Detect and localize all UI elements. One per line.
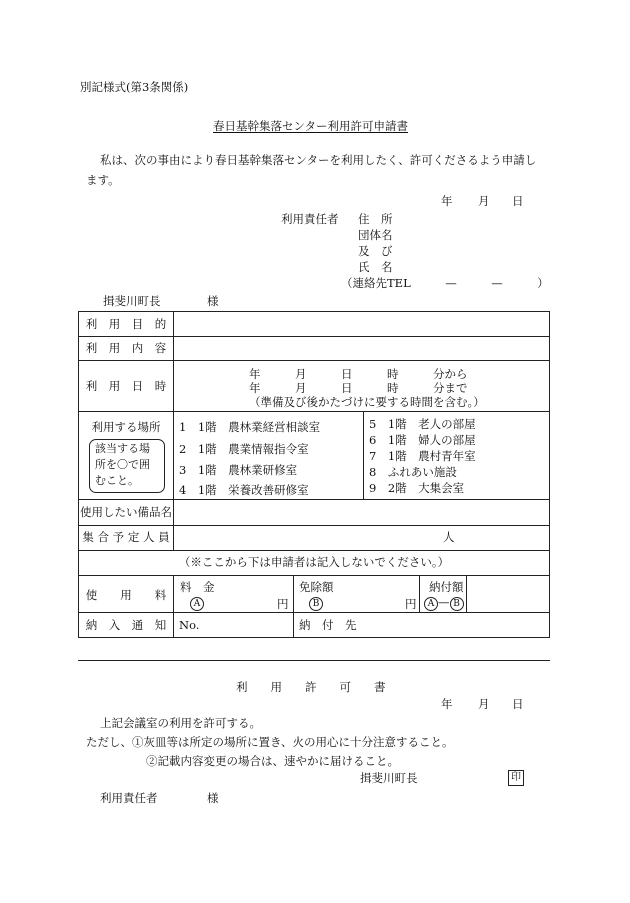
and-label: 及 び — [358, 244, 393, 258]
fee-payment-mark-b: B — [450, 597, 464, 611]
fee-payment-formula — [424, 595, 464, 611]
fee-exempt-mark: B — [309, 595, 323, 611]
application-form-table — [78, 311, 550, 638]
datetime-to: 年 月 日 時 分まで — [249, 381, 468, 395]
place-option-9[interactable]: 9 2階 大集会室 — [369, 481, 465, 495]
datetime-note: （準備及び後かたづけに要する時間を含む。） — [249, 395, 485, 409]
datetime-from: 年 月 日 時 分から — [249, 367, 468, 381]
content-label: 利 用 内 容 — [85, 341, 167, 355]
permit-title: 利 用 許 可 書 — [236, 680, 386, 694]
fee-amount-yen: 円 — [277, 597, 289, 611]
equipment-label: 使用したい備品名 — [80, 505, 172, 519]
permit-month: 月 — [478, 697, 490, 711]
addressee-town-mayor: 揖斐川町長 — [103, 294, 161, 308]
fee-amount-label: 料 金 — [180, 580, 215, 594]
place-hint-line2: 所を〇で囲 — [95, 458, 150, 471]
place-label: 利用する場所 — [91, 420, 161, 434]
place-option-6[interactable]: 6 1階 婦人の部屋 — [369, 433, 476, 447]
fee-amount-mark: A — [190, 595, 204, 611]
permit-year: 年 — [441, 697, 453, 711]
permit-text-line3: ②記載内容変更の場合は、速やかに届けること。 — [146, 754, 399, 768]
fee-exempt-label: 免除額 — [299, 580, 334, 594]
intro-text-line1: 私は、次の事由により春日基幹集落センターを利用したく、許可くださるよう申請し — [100, 153, 537, 167]
permit-responsible-label: 利用責任者 — [100, 791, 158, 805]
people-label: 集 合 予 定 人 員 — [82, 530, 170, 544]
notice-number: No. — [179, 618, 200, 632]
permit-responsible-honorific: 様 — [207, 791, 219, 805]
seal-mark: 印 — [508, 770, 524, 786]
fee-payment-minus: — — [438, 595, 450, 609]
address-label: 住 所 — [358, 212, 393, 226]
contact-tel-label: （連絡先TEL — — ） — [341, 276, 549, 290]
permit-text-line2: ただし、①灰皿等は所定の場所に置き、火の用心に十分注意すること。 — [86, 735, 454, 749]
place-hint-line3: むこと。 — [95, 474, 139, 487]
addressee-honorific: 様 — [207, 294, 219, 308]
place-option-4[interactable]: 4 1階 栄養改善研修室 — [179, 483, 309, 497]
fee-exempt-yen: 円 — [405, 597, 417, 611]
application-day: 日 — [512, 194, 524, 208]
application-month: 月 — [478, 194, 490, 208]
form-number-note: 別記様式(第3条関係) — [80, 80, 189, 94]
intro-text-line2: ます。 — [86, 173, 120, 187]
place-hint-line1: 該当する場 — [95, 442, 150, 455]
datetime-label: 利 用 日 時 — [85, 379, 167, 393]
payee-label: 納 付 先 — [299, 618, 357, 632]
fee-payment-label: 納付額 — [429, 580, 464, 594]
place-option-2[interactable]: 2 1階 農業情報指令室 — [179, 442, 309, 456]
permit-day: 日 — [512, 697, 524, 711]
purpose-label: 利 用 目 的 — [85, 317, 167, 331]
place-option-5[interactable]: 5 1階 老人の部屋 — [369, 417, 476, 431]
fee-payment-mark-a: A — [424, 597, 438, 611]
place-option-1[interactable]: 1 1階 農林業経営相談室 — [179, 420, 321, 434]
permit-issuer: 揖斐川町長 — [360, 771, 418, 785]
place-option-8[interactable]: 8 ふれあい施設 — [369, 465, 457, 479]
notice-label: 納 入 通 知 — [85, 618, 167, 632]
section-divider — [78, 660, 550, 661]
permit-text-line1: 上記会議室の利用を許可する。 — [100, 716, 261, 730]
person-name-label: 氏 名 — [358, 260, 393, 274]
page-title: 春日基幹集落センター利用許可申請書 — [213, 119, 409, 133]
applicant-label: 利用責任者 — [281, 212, 339, 226]
people-unit: 人 — [443, 530, 455, 544]
place-option-7[interactable]: 7 1階 農村青年室 — [369, 449, 476, 463]
application-year: 年 — [441, 194, 453, 208]
office-use-note: （※ここから下は申請者は記入しないでください。） — [178, 555, 450, 569]
place-option-3[interactable]: 3 1階 農林業研修室 — [179, 463, 298, 477]
group-name-label: 団体名 — [358, 228, 393, 242]
fee-label: 使 用 料 — [85, 588, 167, 602]
